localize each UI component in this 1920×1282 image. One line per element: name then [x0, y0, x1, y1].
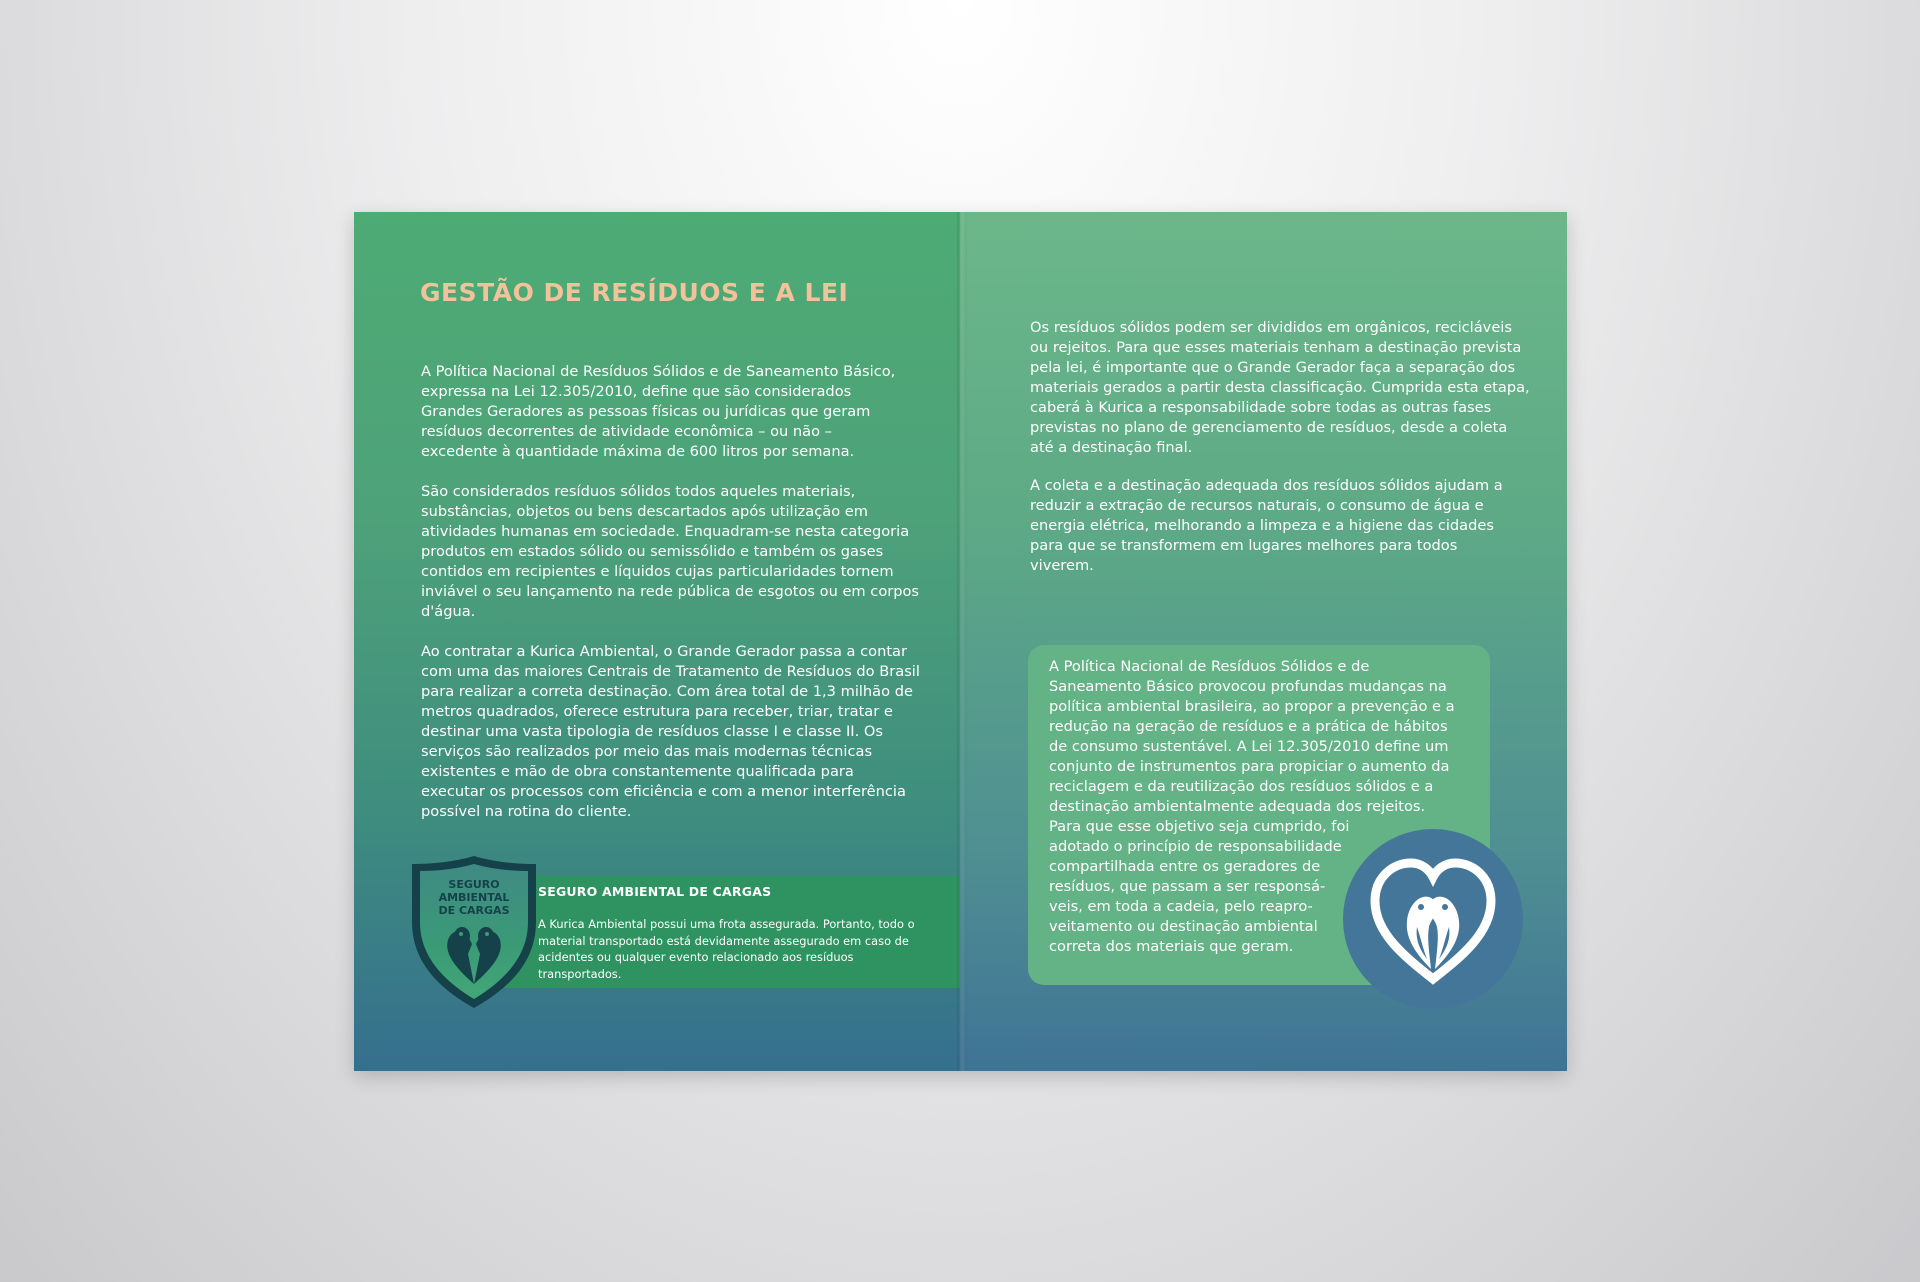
left-paragraph-3: Ao contratar a Kurica Ambiental, o Grande Gerador passa a contar com uma das maiores Centrais de Tratamento de Resíduos do Brasil para realizar a correta destinação. Com área total de 1,3 milhão de metros quadrados, oferece estrutura para receber, triar, tratar e destinar uma vasta tipologia de resíduos classe I e classe II. Os serviços são realizados por meio das mais modernas técnicas existentes e mão de obra constantemente qualificada para executar os processos com eficiência e com a menor interferência possível na rotina do cliente. — [421, 643, 920, 820]
callout-line: veitamento ou destinação ambiental — [1049, 918, 1318, 935]
left-page — [354, 212, 960, 1071]
left-paragraph-2: São considerados resíduos sólidos todos aqueles materiais, substâncias, objetos ou bens descartados após utilização em atividades humanas em sociedade. Enquadram-se nesta categoria produtos em estados sólido ou semissólido e também os gases contidos em recipientes e líquidos cujas particularidades tornem inviável o seu lançamento na rede pública de esgotos ou em corpos d'água. — [421, 483, 920, 620]
callout-line: Saneamento Básico provocou profundas mudanças na — [1049, 678, 1447, 695]
left-paragraph-1: A Política Nacional de Resíduos Sólidos e de Saneamento Básico, expressa na Lei 12.305/2010, define que são considerados Grandes Geradores as pessoas físicas ou jurídicas que geram resíduos decorrentes de atividade econômica – ou não – excedente à quantidade máxima de 600 litros por semana. — [421, 363, 896, 460]
callout-line: redução na geração de resíduos e a prática de hábitos — [1049, 718, 1448, 735]
page-title: GESTÃO DE RESÍDUOS E A LEI — [420, 278, 849, 307]
seguro-box — [504, 876, 960, 988]
callout-line: correta dos materiais que geram. — [1049, 938, 1294, 955]
callout-line: reciclagem e da reutilização dos resíduos sólidos e a — [1049, 778, 1434, 795]
callout-line: de consumo sustentável. A Lei 12.305/2010 define um — [1049, 738, 1449, 755]
callout-line: resíduos, que passam a ser responsá- — [1049, 878, 1326, 895]
callout-line: política ambiental brasileira, ao propor a prevenção e a — [1049, 698, 1455, 715]
right-paragraph-1: Os resíduos sólidos podem ser divididos em orgânicos, recicláveis ou rejeitos. Para que esses materiais tenham a destinação prevista pela lei, é importante que o Grande Gerador faça a separação dos materiais gerados a partir desta classificação. Cumprida esta etapa, caberá à Kurica a responsabilidade sobre todas as outras fases previstas no plano de gerenciamento de resíduos, desde a coleta até a destinação final. — [1030, 319, 1530, 456]
right-paragraph-2: A coleta e a destinação adequada dos resíduos sólidos ajudam a reduzir a extração de recursos naturais, o consumo de água e energia elétrica, melhorando a limpeza e a higiene das cidades para que se transformem em lugares melhores para todos viverem. — [1030, 477, 1503, 574]
badge-line-3: DE CARGAS — [438, 904, 510, 917]
spread-fold — [957, 212, 967, 1071]
shield-badge-icon — [406, 852, 542, 1012]
callout-line: compartilhada entre os geradores de — [1049, 858, 1321, 875]
seguro-text: A Kurica Ambiental possui uma frota assegurada. Portanto, todo o material transportado está devidamente assegurado em caso de acidentes ou qualquer evento relacionado aos resíduos transportados. — [538, 917, 915, 981]
brochure-spread — [354, 212, 1567, 1071]
badge-line-1: SEGURO — [448, 878, 500, 891]
callout-line: Para que esse objetivo seja cumprido, foi — [1049, 818, 1350, 835]
callout-line: destinação ambientalmente adequada dos rejeitos. — [1049, 798, 1426, 815]
seguro-title: SEGURO AMBIENTAL DE CARGAS — [538, 884, 772, 899]
callout-line: A Política Nacional de Resíduos Sólidos e de — [1049, 658, 1370, 675]
parrots-heart-icon — [1365, 851, 1501, 987]
callout-line: adotado o princípio de responsabilidade — [1049, 838, 1342, 855]
callout-line: veis, em toda a cadeia, pelo reapro- — [1049, 898, 1313, 915]
right-page — [960, 212, 1567, 1071]
logo-circle — [1343, 829, 1523, 1009]
badge-line-2: AMBIENTAL — [438, 891, 510, 904]
callout-line: conjunto de instrumentos para propiciar o aumento da — [1049, 758, 1450, 775]
